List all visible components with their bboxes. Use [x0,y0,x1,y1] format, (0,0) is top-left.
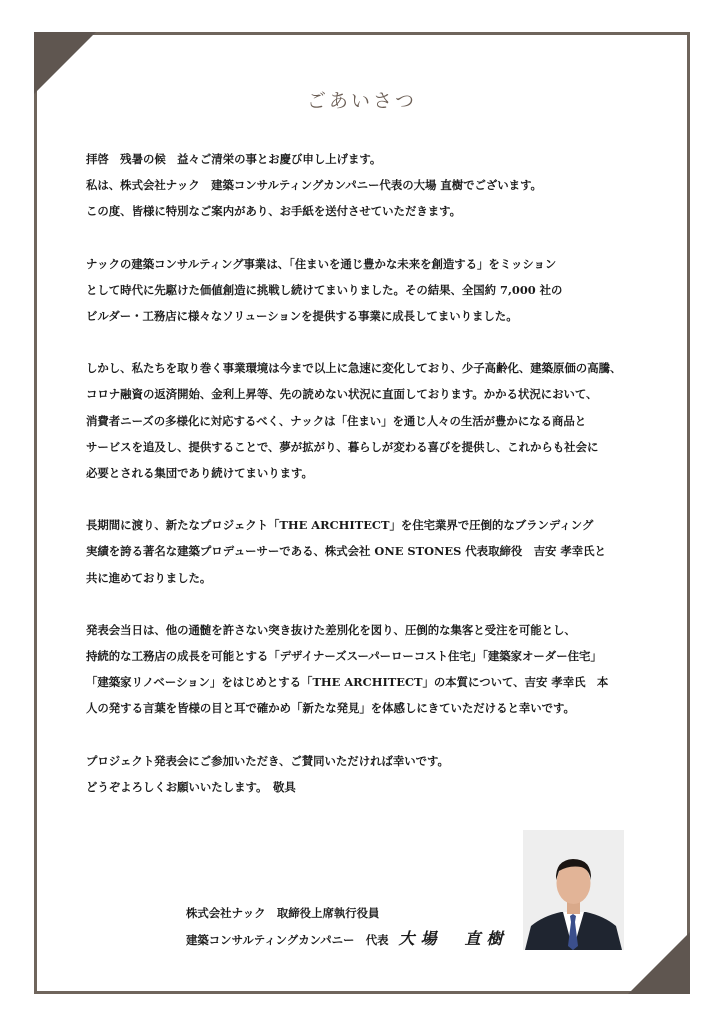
signature-role-line [186,926,509,953]
text-line: プロジェクト発表会にご参加いただき、ご賛同いただければ幸いです。 [86,753,449,768]
letter-title: ごあいさつ [306,90,417,112]
text-line: どうぞよろしくお願いいたします。 敬具 [86,779,296,794]
paragraph-environment [86,355,646,486]
letter-body [86,146,646,826]
text-line: 人の発する言葉を皆様の目と耳で確かめ「新たな発見」を体感しにきていただけると幸いです。 [86,701,575,716]
text-line: 持続的な工務店の成長を可能とする「デザイナーズスーパーローコスト住宅」「建築家オーダー住宅」 [86,649,602,664]
person-portrait-icon [523,830,624,950]
text-line: 「建築家リノベーション」をはじめとする「THE ARCHITECT」の本質について、吉安 孝幸氏 本 [86,675,609,690]
text-line: 実績を誇る著名な建築プロデューサーである、株式会社 ONE STONES 代表取締役 吉安 孝幸氏と [86,544,606,559]
portrait-photo [523,830,624,950]
paragraph-project [86,512,646,591]
text-line: この度、皆様に特別なご案内があり、お手紙を送付させていただきます。 [86,204,461,219]
signature-role: 建築コンサルティングカンパニー 代表 [186,933,389,947]
text-line: として時代に先駆けた価値創造に挑戦し続けてまいりました。その結果、全国約 7,000 社の [86,282,563,297]
text-line: ビルダー・工務店に様々なソリューションを提供する事業に成長してまいりました。 [86,309,518,324]
paragraph-event [86,617,646,722]
text-line: 発表会当日は、他の通髄を許さない突き抜けた差別化を図り、圧倒的な集客と受注を可能とし、 [86,622,576,637]
text-line: 共に進めておりました。 [86,570,212,585]
signature-title-line: 株式会社ナック 取締役上席執行役員 [186,906,380,920]
text-line: 長期間に渡り、新たなプロジェクト「THE ARCHITECT」を住宅業界で圧倒的なブランディング [86,518,594,533]
text-line: 私は、株式会社ナック 建築コンサルティングカンパニー代表の大場 直樹でございます。 [86,178,542,193]
text-line: 消費者ニーズの多様化に対応するべく、ナックは「住まい」を通じ人々の生活が豊かになる商品と [86,413,587,428]
text-line: 拝啓 残暑の候 益々ご清栄の事とお慶び申し上げます。 [86,152,382,166]
signature-block [186,900,509,953]
text-line: サービスを追及し、提供することで、夢が拡がり、暮らしが変わる喜びを提供し、これからも社会に [86,439,599,454]
paragraph-closing [86,748,646,800]
text-line: 必要とされる集団であり続けてまいります。 [86,466,313,481]
text-line: コロナ融資の返済開始、金利上昇等、先の読めない状況に直面しております。かかる状況において、 [86,387,598,402]
text-line: ナックの建築コンサルティング事業は、「住まいを通じ豊かな未来を創造する」をミッション [86,256,557,271]
signature-name: 大場 直樹 [398,929,509,948]
text-line: しかし、私たちを取り巻く事業環境は今まで以上に急速に変化しており、少子高齢化、建築原価の高騰、 [86,361,622,376]
paragraph-greeting [86,146,646,225]
paragraph-mission [86,251,646,330]
